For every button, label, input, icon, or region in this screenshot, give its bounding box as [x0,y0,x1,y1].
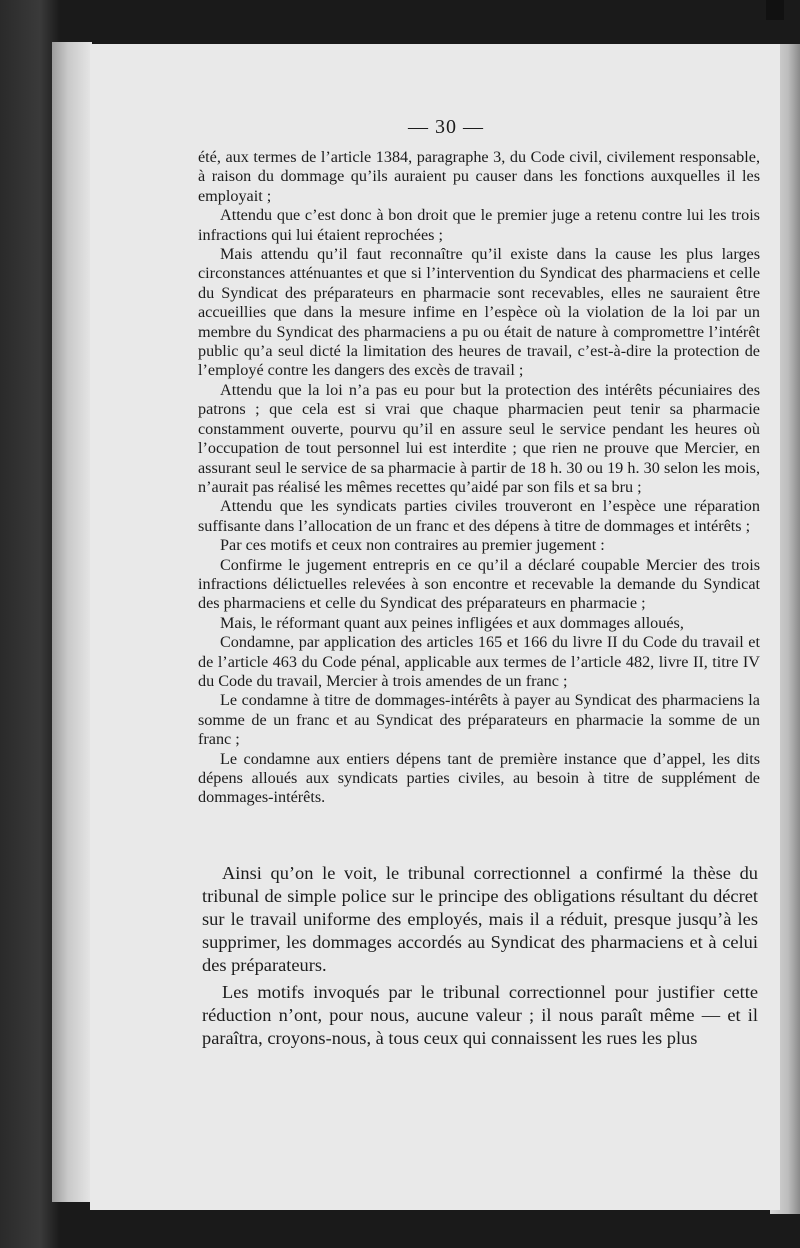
page-number: — 30 — [408,116,484,138]
judgment-paragraph: Le condamne aux entiers dépens tant de première instance que d’appel, les dits dépens alloués aux syndicats parties civiles, au besoin à titre de supplément de dommages-intérêts. [198,749,760,807]
judgment-paragraph: Condamne, par application des articles 165 et 166 du livre II du Code du travail et de l’article 463 du Code pénal, applicable aux termes de l’article 482, livre II, titre IV du Code du travail, Mercier à trois amendes de un franc ; [198,633,760,690]
commentary-paragraph: Ainsi qu’on le voit, le tribunal correctionnel a confirmé la thèse du tribunal de simple police sur le principe des obligations résultant du décret sur le travail uniforme des employés, mais il a réduit, presque jusqu’à les supprimer, les dommages accordés au Syndicat des pharmaciens et à celui des préparateurs. [202,863,758,975]
judgment-paragraph: Attendu que les syndicats parties civiles trouveront en l’espèce une réparation suffisante dans l’allocation de un franc et des dépens à titre de dommages et intérêts ; [198,497,760,535]
scan-corner-mark [766,0,784,20]
judgment-paragraph: Confirme le jugement entrepris en ce qu’il a déclaré coupable Mercier des trois infractions délictuelles relevées à son encontre et recevable la demande du Syndicat des pharmaciens et celle du Syndicat des préparateurs en pharmacie ; [198,555,760,613]
quoted-judgment [198,148,760,808]
judgment-paragraph: été, aux termes de l’article 1384, paragraphe 3, du Code civil, civilement responsable, à raison du dommage qu’ils auraient pu causer dans les fonctions auxquelles il les employait ; [198,148,760,205]
judgment-paragraph: Mais attendu qu’il faut reconnaître qu’il existe dans la cause les plus larges circonstances atténuantes et que si l’intervention du Syndicat des pharmaciens et celle du Syndicat des préparateurs en pharmacie sont recevables, elles ne sauraient être accueillies que dans la mesure infime en l’espèce où la violation de la loi par un membre du Syndicat des pharmaciens a pu ou était de nature à compromettre l’intérêt public qu’a seul dicté la limitation des heures de travail, c’est-à-dire la protection de l’employé contre les dangers des excès de travail ; [198,245,760,380]
commentary [202,862,758,1050]
commentary-paragraph: Les motifs invoqués par le tribunal correctionnel pour justifier cette réduction n’ont, pour nous, aucune valeur ; il nous paraît même — et il paraîtra, croyons-nous, à tous ceux qui connaissent les rues les plus [202,982,758,1048]
judgment-paragraph: Attendu que la loi n’a pas eu pour but la protection des intérêts pécuniaires des patrons ; que cela est si vrai que chaque pharmacien peut tenir sa pharmacie constamment ouverte, pourvu qu’il en assure seul le service pendant les heures où l’occupation de tout personnel lui est interdite ; que rien ne prouve que Mercier, en assurant seul le service de sa pharmacie à partir de 18 h. 30 ou 19 h. 30 selon les mois, n’aurait pas réalisé les mêmes recettes qu’aidé par son fils et sa bru ; [198,380,760,496]
judgment-paragraph: Par ces motifs et ceux non contraires au premier jugement : [220,536,605,555]
book-page [90,44,780,1210]
book-gutter [52,42,92,1202]
judgment-paragraph: Attendu que c’est donc à bon droit que le premier juge a retenu contre lui les trois infractions qui lui étaient reprochées ; [198,206,760,244]
judgment-paragraph: Mais, le réformant quant aux peines infligées et aux dommages alloués, [220,613,684,632]
judgment-paragraph: Le condamne à titre de dommages-intérêts à payer au Syndicat des pharmaciens la somme de un franc et au Syndicat des préparateurs en pharmacie la somme de un franc ; [198,691,760,749]
